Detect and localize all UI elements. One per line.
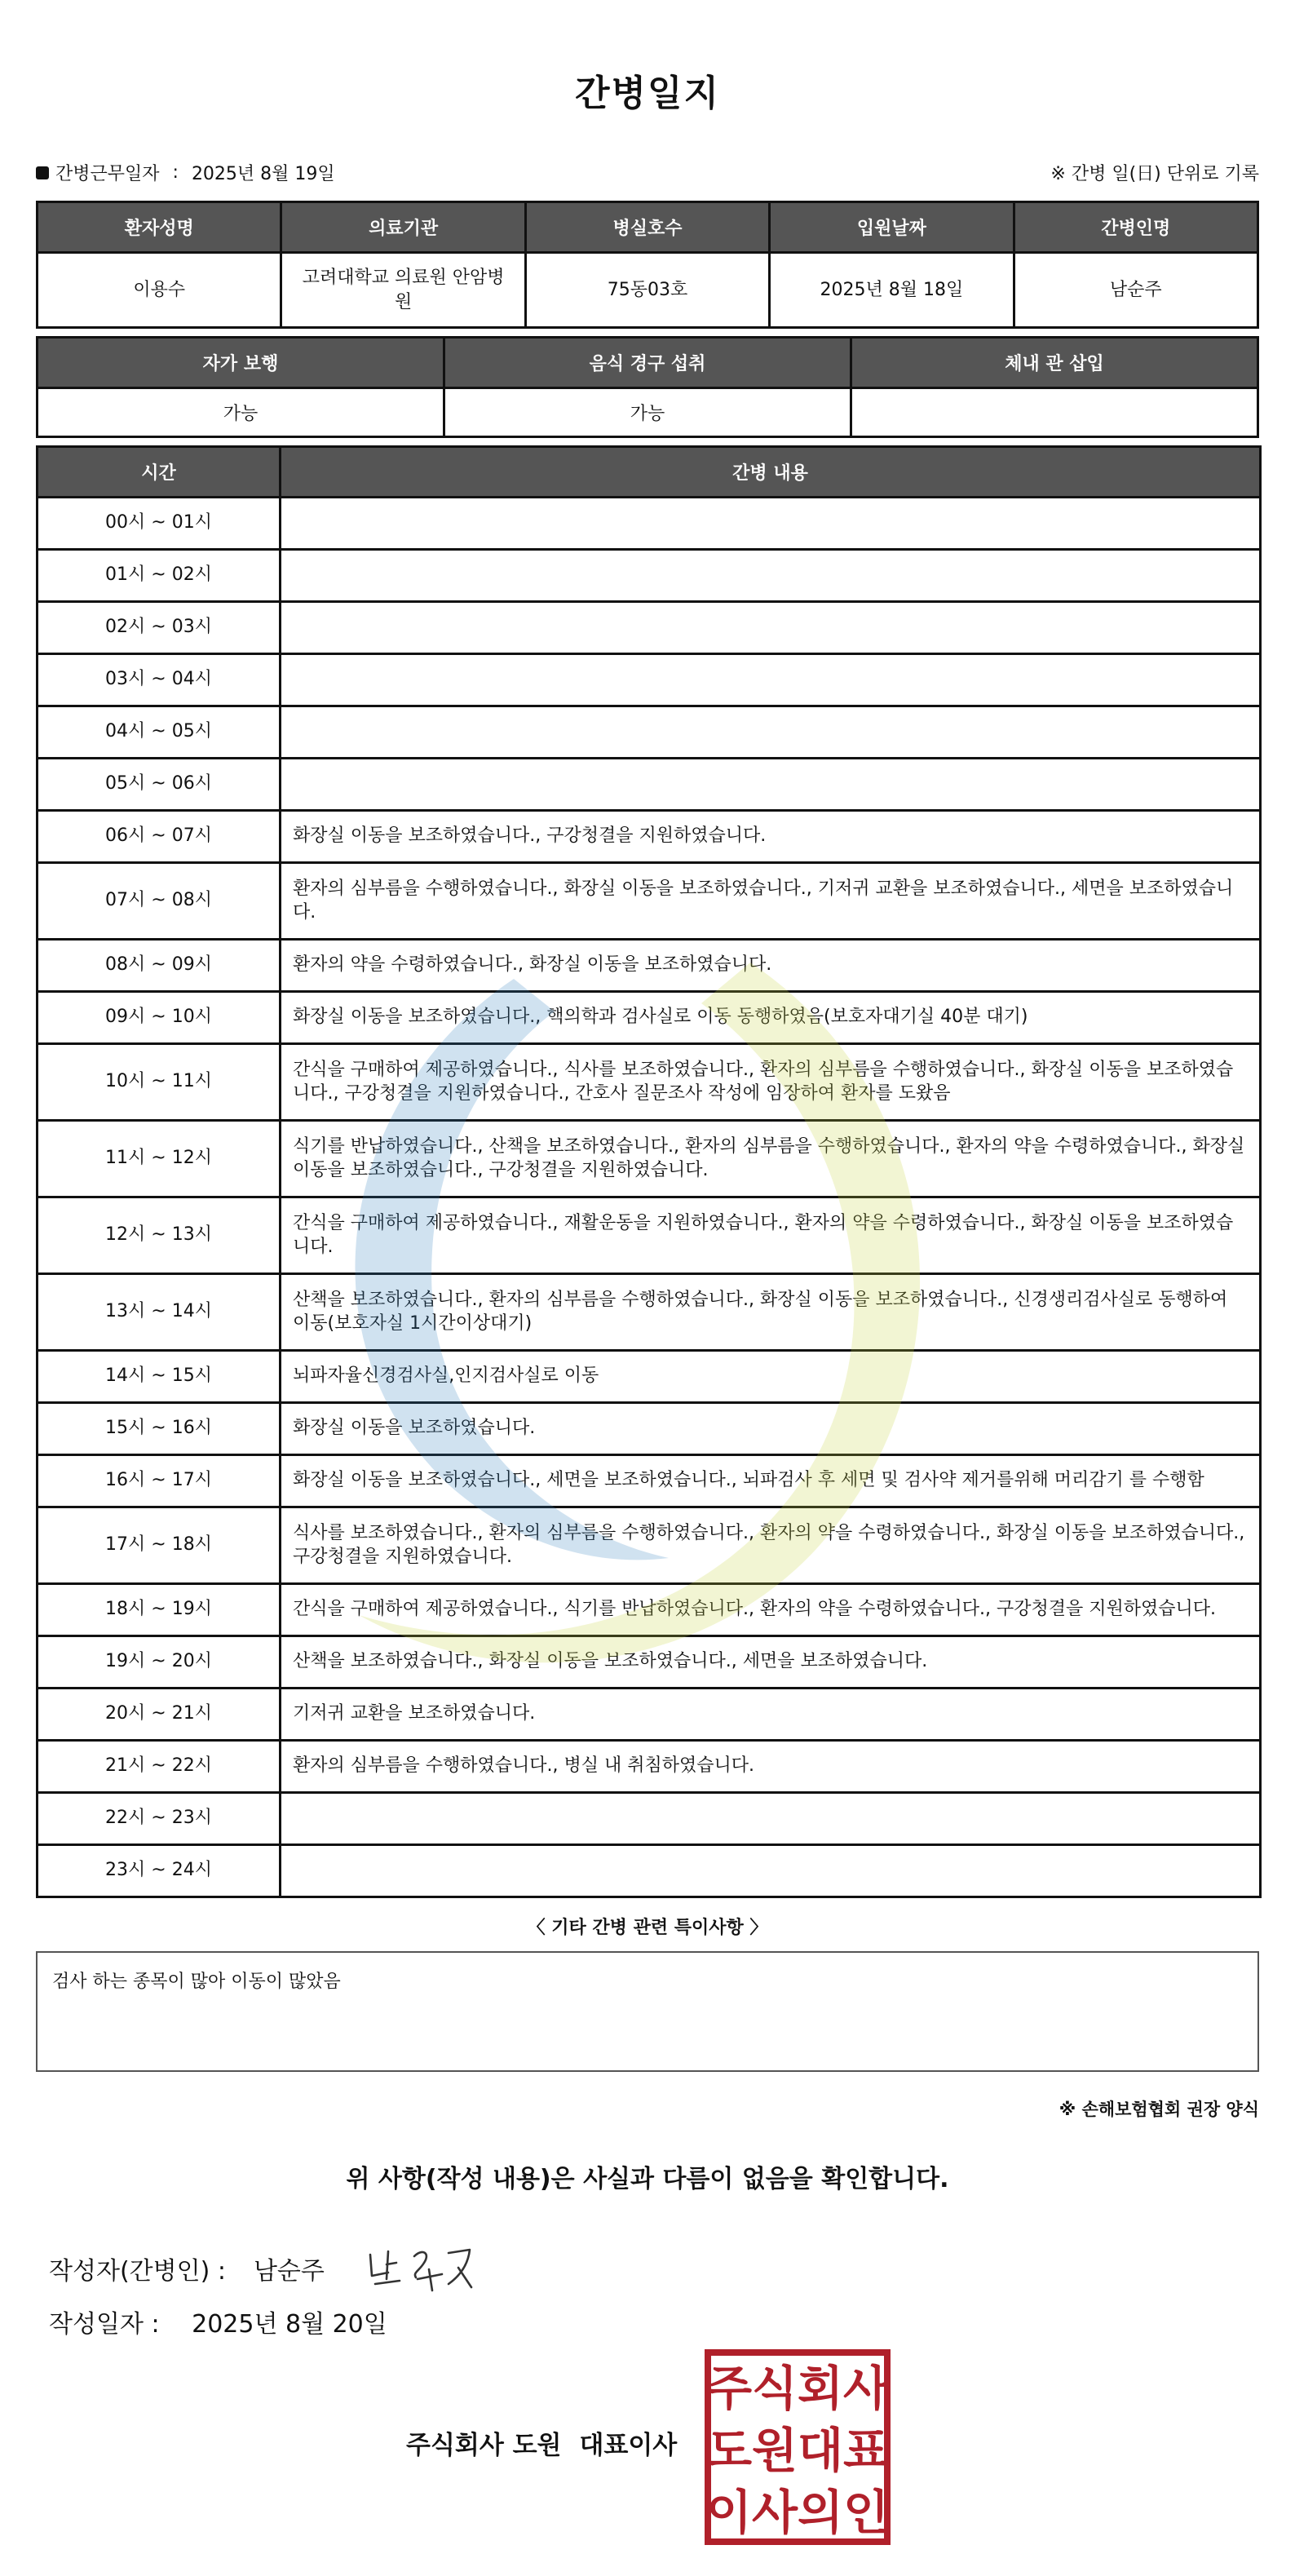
log-content <box>281 1845 1261 1897</box>
log-time: 10시 ~ 11시 <box>38 1044 281 1121</box>
self-walking-value: 가능 <box>38 388 444 437</box>
log-time: 02시 ~ 03시 <box>38 602 281 654</box>
log-time: 22시 ~ 23시 <box>38 1793 281 1845</box>
svg-text:도원대표: 도원대표 <box>705 2423 890 2478</box>
log-row <box>38 1845 1261 1897</box>
work-date-label: 간병근무일자 <box>55 164 160 184</box>
svg-text:주식회사: 주식회사 <box>705 2361 890 2416</box>
log-content: 산책을 보조하였습니다., 화장실 이동을 보조하였습니다., 세면을 보조하였습니다. <box>281 1636 1261 1689</box>
log-row <box>38 602 1261 654</box>
log-content: 환자의 약을 수령하였습니다., 화장실 이동을 보조하였습니다. <box>281 940 1261 992</box>
log-time: 13시 ~ 14시 <box>38 1274 281 1351</box>
log-content: 화장실 이동을 보조하였습니다., 구강청결을 지원하였습니다. <box>281 811 1261 863</box>
log-content <box>281 654 1261 706</box>
log-content: 산책을 보조하였습니다., 환자의 심부름을 수행하였습니다., 화장실 이동을 보조하였습니다., 신경생리검사실로 동행하여 이동(보호자실 1시간이상대기) <box>281 1274 1261 1351</box>
header-self-walking: 자가 보행 <box>38 338 444 388</box>
log-row <box>38 654 1261 706</box>
log-row <box>38 1507 1261 1584</box>
log-row <box>38 1197 1261 1274</box>
header-oral-intake: 음식 경구 섭취 <box>444 338 851 388</box>
header-admission-date: 입원날짜 <box>770 202 1014 253</box>
log-content <box>281 550 1261 602</box>
log-content: 환자의 심부름을 수행하였습니다., 병실 내 취침하였습니다. <box>281 1741 1261 1793</box>
svg-text:이사의인: 이사의인 <box>705 2485 890 2540</box>
header-caregiver: 간병인명 <box>1014 202 1257 253</box>
log-content <box>281 706 1261 759</box>
care-log-table <box>36 445 1262 1898</box>
log-content: 화장실 이동을 보조하였습니다. <box>281 1403 1261 1455</box>
log-row <box>38 940 1261 992</box>
admission-date: 2025년 8월 18일 <box>770 253 1014 328</box>
patient-ability-table <box>36 336 1259 438</box>
log-content <box>281 602 1261 654</box>
log-time: 11시 ~ 12시 <box>38 1121 281 1197</box>
log-row <box>38 498 1261 550</box>
log-content: 간식을 구매하여 제공하였습니다., 재활운동을 지원하였습니다., 환자의 약을 수령하였습니다., 화장실 이동을 보조하였습니다. <box>281 1197 1261 1274</box>
work-date-value: 2025년 8월 19일 <box>191 164 335 184</box>
page-title: 간병일지 <box>574 73 720 114</box>
writer-name: 남순주 <box>253 2257 325 2286</box>
log-row <box>38 992 1261 1044</box>
meta-row <box>36 160 1259 184</box>
info-value-row <box>38 253 1258 328</box>
log-content: 화장실 이동을 보조하였습니다., 세면을 보조하였습니다., 뇌파검사 후 세면 및 검사약 제거를위해 머리감기 를 수행함 <box>281 1455 1261 1507</box>
company-name: 주식회사 도원 <box>406 2431 562 2460</box>
log-content <box>281 498 1261 550</box>
log-content <box>281 759 1261 811</box>
written-date-value: 2025년 8월 20일 <box>192 2310 387 2339</box>
log-row <box>38 1455 1261 1507</box>
log-content: 식사를 보조하였습니다., 환자의 심부름을 수행하였습니다., 환자의 약을 수령하였습니다., 화장실 이동을 보조하였습니다., 구강청결을 지원하였습니다. <box>281 1507 1261 1584</box>
work-date-separator: : <box>172 162 179 183</box>
log-time: 14시 ~ 15시 <box>38 1351 281 1403</box>
log-time: 17시 ~ 18시 <box>38 1507 281 1584</box>
writer-line <box>49 2240 486 2297</box>
header-care-content: 간병 내용 <box>281 447 1261 498</box>
company-line <box>406 2424 677 2461</box>
header-time: 시간 <box>38 447 281 498</box>
company-seal-icon <box>705 2349 891 2545</box>
log-content <box>281 1793 1261 1845</box>
form-source-note: ※ 손해보험협회 권장 양식 <box>1059 2100 1259 2119</box>
log-time: 21시 ~ 22시 <box>38 1741 281 1793</box>
info-header-row <box>38 202 1258 253</box>
log-row <box>38 550 1261 602</box>
caregiver-name: 남순주 <box>1014 253 1257 328</box>
log-time: 03시 ~ 04시 <box>38 654 281 706</box>
log-row <box>38 1793 1261 1845</box>
log-row <box>38 1351 1261 1403</box>
ability-value-row <box>38 388 1258 437</box>
handwritten-signature-icon <box>364 2240 486 2297</box>
work-date-line <box>36 160 335 185</box>
log-time: 06시 ~ 07시 <box>38 811 281 863</box>
log-content: 간식을 구매하여 제공하였습니다., 식기를 반납하였습니다., 환자의 약을 수령하였습니다., 구강청결을 지원하였습니다. <box>281 1584 1261 1636</box>
log-row <box>38 1274 1261 1351</box>
special-notes-title: 〈 기타 간병 관련 특이사항 〉 <box>527 1918 768 1938</box>
log-row <box>38 706 1261 759</box>
log-time: 05시 ~ 06시 <box>38 759 281 811</box>
log-time: 08시 ~ 09시 <box>38 940 281 992</box>
log-row <box>38 811 1261 863</box>
oral-intake-value: 가능 <box>444 388 851 437</box>
log-time: 15시 ~ 16시 <box>38 1403 281 1455</box>
log-content: 기저귀 교환을 보조하였습니다. <box>281 1689 1261 1741</box>
patient-name: 이용수 <box>38 253 281 328</box>
log-time: 09시 ~ 10시 <box>38 992 281 1044</box>
log-time: 00시 ~ 01시 <box>38 498 281 550</box>
log-row <box>38 1044 1261 1121</box>
log-row <box>38 1403 1261 1455</box>
daily-record-note: ※ 간병 일(日) 단위로 기록 <box>1050 164 1259 184</box>
patient-info-table <box>36 201 1259 329</box>
log-row <box>38 1741 1261 1793</box>
log-time: 12시 ~ 13시 <box>38 1197 281 1274</box>
log-time: 23시 ~ 24시 <box>38 1845 281 1897</box>
log-time: 07시 ~ 08시 <box>38 863 281 940</box>
log-content: 간식을 구매하여 제공하였습니다., 식사를 보조하였습니다., 환자의 심부름을 수행하였습니다., 화장실 이동을 보조하였습니다., 구강청결을 지원하였습니다., 간호사 질문조사 작성에 임장하여 환자를 도왔음 <box>281 1044 1261 1121</box>
written-date-line <box>49 2304 387 2339</box>
log-content: 화장실 이동을 보조하였습니다., 핵의학과 검사실로 이동 동행하였음(보호자대기실 40분 대기) <box>281 992 1261 1044</box>
log-row <box>38 863 1261 940</box>
log-content: 환자의 심부름을 수행하였습니다., 화장실 이동을 보조하였습니다., 기저귀 교환을 보조하였습니다., 세면을 보조하였습니다. <box>281 863 1261 940</box>
log-time: 19시 ~ 20시 <box>38 1636 281 1689</box>
room-number: 75동03호 <box>525 253 769 328</box>
hospital-name: 고려대학교 의료원 안암병원 <box>281 253 525 328</box>
log-time: 01시 ~ 02시 <box>38 550 281 602</box>
writer-label: 작성자(간병인) : <box>49 2257 226 2286</box>
log-row <box>38 1636 1261 1689</box>
log-row <box>38 759 1261 811</box>
written-date-label: 작성일자 : <box>49 2310 160 2339</box>
log-time: 20시 ~ 21시 <box>38 1689 281 1741</box>
confirmation-statement: 위 사항(작성 내용)은 사실과 다름이 없음을 확인합니다. <box>346 2165 949 2193</box>
log-content: 뇌파자율신경검사실,인지검사실로 이동 <box>281 1351 1261 1403</box>
log-time: 04시 ~ 05시 <box>38 706 281 759</box>
company-representative: 대표이사 <box>579 2431 678 2460</box>
tube-insertion-value <box>851 388 1258 437</box>
header-patient-name: 환자성명 <box>38 202 281 253</box>
bullet-icon <box>36 166 49 179</box>
log-row <box>38 1584 1261 1636</box>
log-time: 16시 ~ 17시 <box>38 1455 281 1507</box>
log-header-row <box>38 447 1261 498</box>
ability-header-row <box>38 338 1258 388</box>
log-row <box>38 1121 1261 1197</box>
log-row <box>38 1689 1261 1741</box>
header-hospital: 의료기관 <box>281 202 525 253</box>
log-time: 18시 ~ 19시 <box>38 1584 281 1636</box>
log-content: 식기를 반납하였습니다., 산책을 보조하였습니다., 환자의 심부름을 수행하였습니다., 환자의 약을 수령하였습니다., 화장실 이동을 보조하였습니다., 구강청결을 지원하였습니다. <box>281 1121 1261 1197</box>
special-notes-text: 검사 하는 종목이 많아 이동이 많았음 <box>52 1972 341 1992</box>
header-tube-insertion: 체내 관 삽입 <box>851 338 1258 388</box>
special-notes-box <box>36 1951 1259 2072</box>
header-room: 병실호수 <box>525 202 769 253</box>
